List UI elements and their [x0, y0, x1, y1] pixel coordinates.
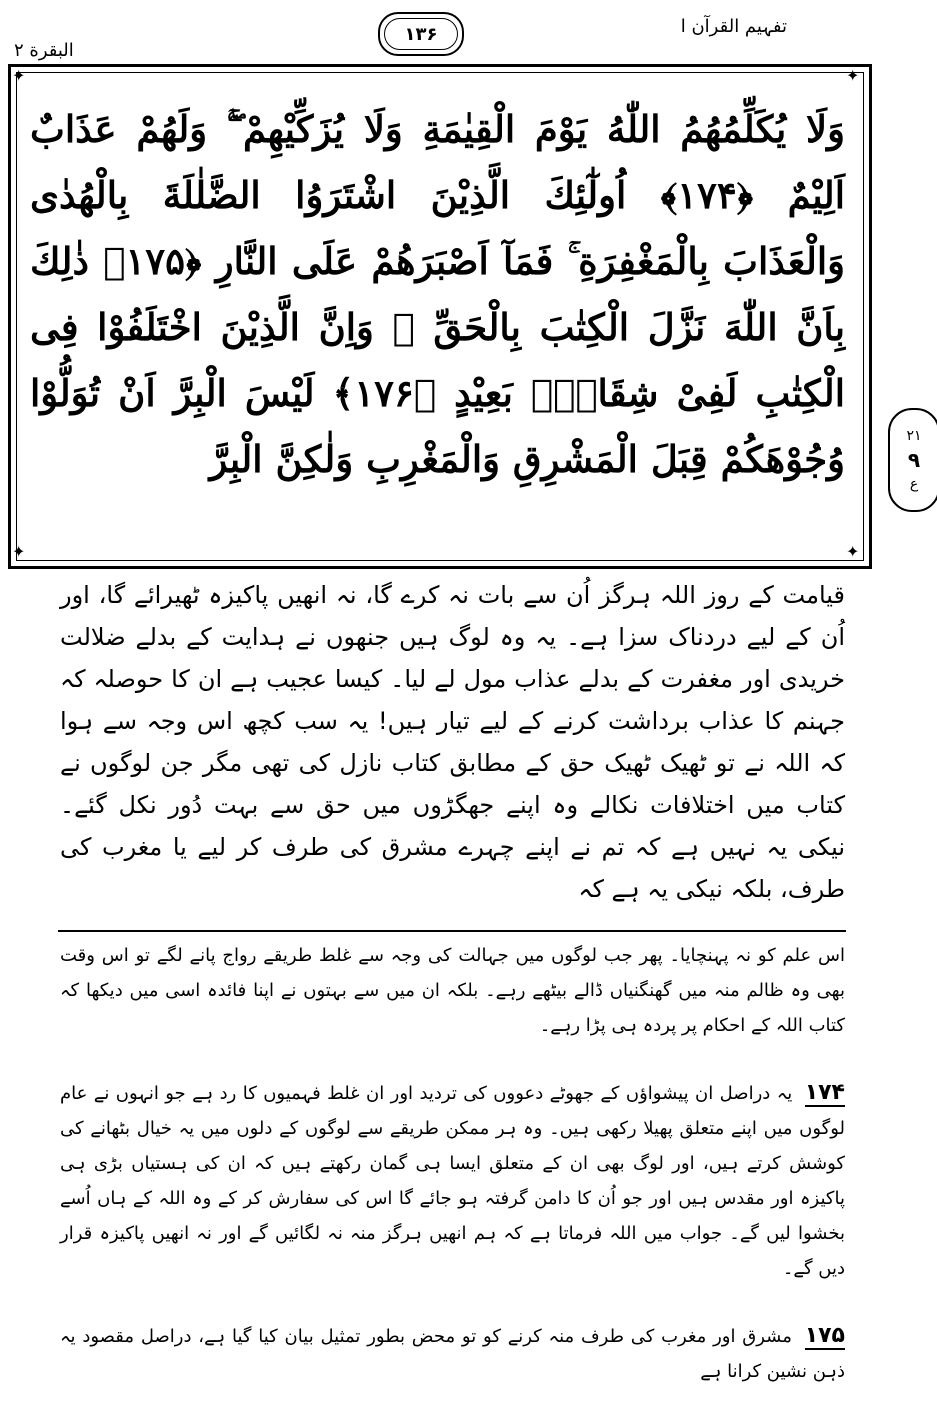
ruku-marker-top: ۲۱	[906, 428, 922, 444]
corner-ornament-icon: ✦	[846, 66, 860, 85]
quran-verses: وَلَا يُكَلِّمُهُمُ اللّٰهُ يَوْمَ الْقِيٰمَةِ وَلَا يُزَكِّيْهِمْ ۖۚ وَلَهُمْ عَذَابٌ اَلِيْمٌ ﴿۱۷۴﴾ اُولٰٓئِكَ الَّذِيْنَ اشْتَرَوُا الضَّلٰلَةَ بِالْهُدٰى وَالْعَذَابَ بِالْمَغْفِرَةِ ۚ فَمَآ اَصْبَرَهُمْ عَلَى النَّارِ ﴿۱۷۵﴾ ذٰلِكَ بِاَنَّ اللّٰهَ نَزَّلَ الْكِتٰبَ بِالْحَقِّ ۗ وَاِنَّ الَّذِيْنَ اخْتَلَفُوْا فِى الْكِتٰبِ لَفِىْ شِقَاقٍۭ بَعِيْدٍ ﴿۱۷۶﴾ لَيْسَ الْبِرَّ اَنْ تُوَلُّوْا وُجُوْهَكُمْ قِبَلَ الْمَشْرِقِ وَالْمَغْرِبِ وَلٰكِنَّ الْبِرَّ	[30, 107, 845, 481]
footnote-text: مشرق اور مغرب کی طرف منہ کرنے کو تو محض بطور تمثیل بیان کیا گیا ہے، دراصل مقصود یہ ذہن نشین کرانا ہے	[60, 1326, 845, 1382]
footnote-174	[60, 1075, 845, 1295]
footnote-divider	[58, 930, 846, 932]
urdu-translation: قیامت کے روز اللہ ہرگز اُن سے بات نہ کرے گا، نہ انھیں پاکیزہ ٹھیرائے گا، اور اُن کے لیے دردناک سزا ہے۔ یہ وہ لوگ ہیں جنھوں نے ہدایت کے بدلے ضلالت خریدی اور مغفرت کے بدلے عذاب مول لے لیا۔ کیسا عجیب ہے ان کا حوصلہ کہ جہنم کا عذاب برداشت کرنے کے لیے تیار ہیں! یہ سب کچھ اس وجہ سے ہوا کہ اللہ نے تو ٹھیک ٹھیک حق کے مطابق کتاب نازل کی تھی مگر جن لوگوں نے کتاب میں اختلافات نکالے وہ اپنے جھگڑوں میں حق سے بہت دُور نکل گئے۔ نیکی یہ نہیں ہے کہ تم نے اپنے چہرے مشرق کی طرف کر لیے یا مغرب کی طرف، بلکہ نیکی یہ ہے کہ	[60, 581, 845, 903]
ruku-marker-bottom: ع	[909, 476, 919, 492]
corner-ornament-icon: ✦	[12, 542, 26, 561]
footnote-175	[60, 1318, 845, 1388]
footnote-number: ۱۷۴	[804, 1080, 845, 1105]
page-number: ۱۳۶	[378, 12, 464, 56]
footnote-number: ۱۷۵	[804, 1323, 845, 1348]
footnote-text: یہ دراصل ان پیشواؤں کے جھوٹے دعووں کی تردید اور ان غلط فہمیوں کا رد ہے جو انہوں نے عام لوگوں میں اپنے متعلق پھیلا رکھی ہیں۔ وہ ہر ممکن طریقے سے لوگوں کے دلوں میں یہ خیال بٹھانے کی کوشش کرتے ہیں، اور لوگ بھی ان کے متعلق ایسا ہی گمان رکھتے ہیں کہ ان کی ہستیاں بڑی ہی پاکیزہ اور مقدس ہیں اور جو اُن کا دامن گرفتہ ہو جائے گا اس کی سفارش کر کے وہ اللہ کے ہاں اُسے بخشوا لیں گے۔ جواب میں اللہ فرماتا ہے کہ ہم انھیں ہرگز منہ نہ لگائیں گے اور نہ انھیں پاکیزہ قرار دیں گے۔	[60, 1083, 846, 1279]
corner-ornament-icon: ✦	[12, 66, 26, 85]
footnote-continuation: اس علم کو نہ پہنچایا۔ پھر جب لوگوں میں جہالت کی وجہ سے غلط طریقے رواج پانے لگے تو اس وقت بھی وہ ظالم منہ میں گھنگنیاں ڈالے بیٹھے رہے۔ بلکہ ان میں سے بہتوں نے اپنا فائدہ اسی میں دیکھا کہ کتاب اللہ کے احکام پر پردہ ہی پڑا رہے۔	[60, 945, 845, 1036]
corner-ornament-icon: ✦	[846, 542, 860, 561]
surah-name: البقرة ٢	[14, 40, 74, 61]
ruku-marker-middle: ۹	[907, 448, 921, 472]
book-title: تفہیم القرآن ا	[680, 16, 787, 37]
ruku-marker	[888, 408, 937, 512]
